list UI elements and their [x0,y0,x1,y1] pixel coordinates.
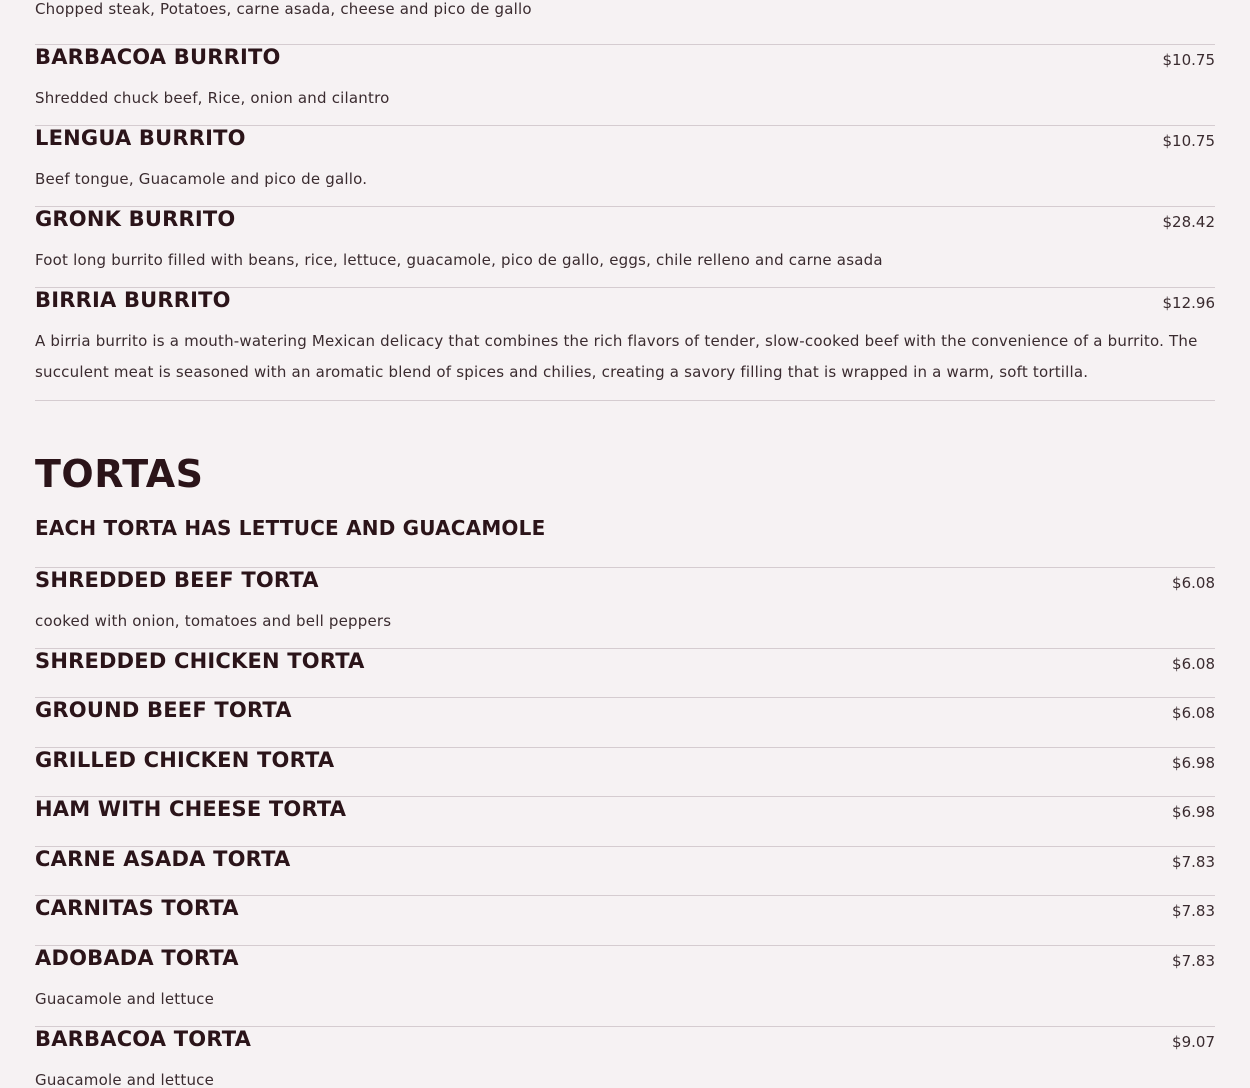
item-name: BARBACOA BURRITO [35,45,281,69]
menu-item-grilled-chicken-torta[interactable] [35,747,1215,797]
item-name: SHREDDED CHICKEN TORTA [35,649,365,673]
menu-item-carne-asada-torta[interactable] [35,846,1215,896]
item-name: CARNE ASADA TORTA [35,847,291,871]
item-description: Beef tongue, Guacamole and pico de gallo. [35,170,368,188]
item-price: $28.42 [1162,213,1215,231]
menu-item-ham-with-cheese-torta[interactable] [35,796,1215,847]
item-name: LENGUA BURRITO [35,126,246,150]
item-name: BIRRIA BURRITO [35,288,231,312]
item-price: $6.98 [1172,754,1215,772]
menu-item-barbacoa-torta[interactable] [35,1026,1215,1088]
menu-item-shredded-beef-torta[interactable] [35,567,1215,649]
menu-item-birria-burrito[interactable] [35,287,1215,401]
item-description: Guacamole and lettuce [35,990,215,1008]
item-description: Foot long burrito filled with beans, rice, lettuce, guacamole, pico de gallo, eggs, chile relleno and carne asada [35,251,883,269]
item-price: $6.08 [1172,704,1215,722]
menu-item-ground-beef-torta[interactable] [35,697,1215,748]
item-name: CARNITAS TORTA [35,896,239,920]
item-price: $6.08 [1172,655,1215,673]
item-price: $6.08 [1172,574,1215,592]
section-title: TORTAS [35,452,204,496]
menu-item-barbacoa-burrito[interactable] [35,44,1215,126]
item-price: $10.75 [1162,51,1215,69]
item-name: BARBACOA TORTA [35,1027,252,1051]
section-divider [35,400,1215,401]
item-name: GROUND BEEF TORTA [35,698,292,722]
item-price: $9.07 [1172,1033,1215,1051]
item-name: ADOBADA TORTA [35,946,239,970]
menu-item-carnitas-torta[interactable] [35,895,1215,946]
item-price: $7.83 [1172,902,1215,920]
item-description: cooked with onion, tomatoes and bell peppers [35,612,392,630]
item-description: Shredded chuck beef, Rice, onion and cilantro [35,89,390,107]
item-price: $12.96 [1162,294,1215,312]
menu-item-shredded-chicken-torta[interactable] [35,648,1215,698]
item-name: GRONK BURRITO [35,207,236,231]
menu-item-lengua-burrito[interactable] [35,125,1215,207]
item-name: HAM WITH CHEESE TORTA [35,797,347,821]
section-subtitle: EACH TORTA HAS LETTUCE AND GUACAMOLE [35,516,546,540]
menu-item-adobada-torta[interactable] [35,945,1215,1027]
item-description: Chopped steak, Potatoes, carne asada, cheese and pico de gallo [35,0,532,18]
item-price: $10.75 [1162,132,1215,150]
item-price: $6.98 [1172,803,1215,821]
item-name: GRILLED CHICKEN TORTA [35,748,335,772]
item-price: $7.83 [1172,952,1215,970]
item-name: SHREDDED BEEF TORTA [35,568,319,592]
menu-item-gronk-burrito[interactable] [35,206,1215,288]
item-description: Guacamole and lettuce [35,1071,215,1088]
item-description: A birria burrito is a mouth-watering Mexican delicacy that combines the rich flavors of tender, slow-cooked beef with the convenience of a burrito. The succulent meat is seasoned with an aromatic blend of spices and chilies, creating a savory filling that is wrapped in a warm, soft tortilla. [35,332,1198,381]
item-price: $7.83 [1172,853,1215,871]
